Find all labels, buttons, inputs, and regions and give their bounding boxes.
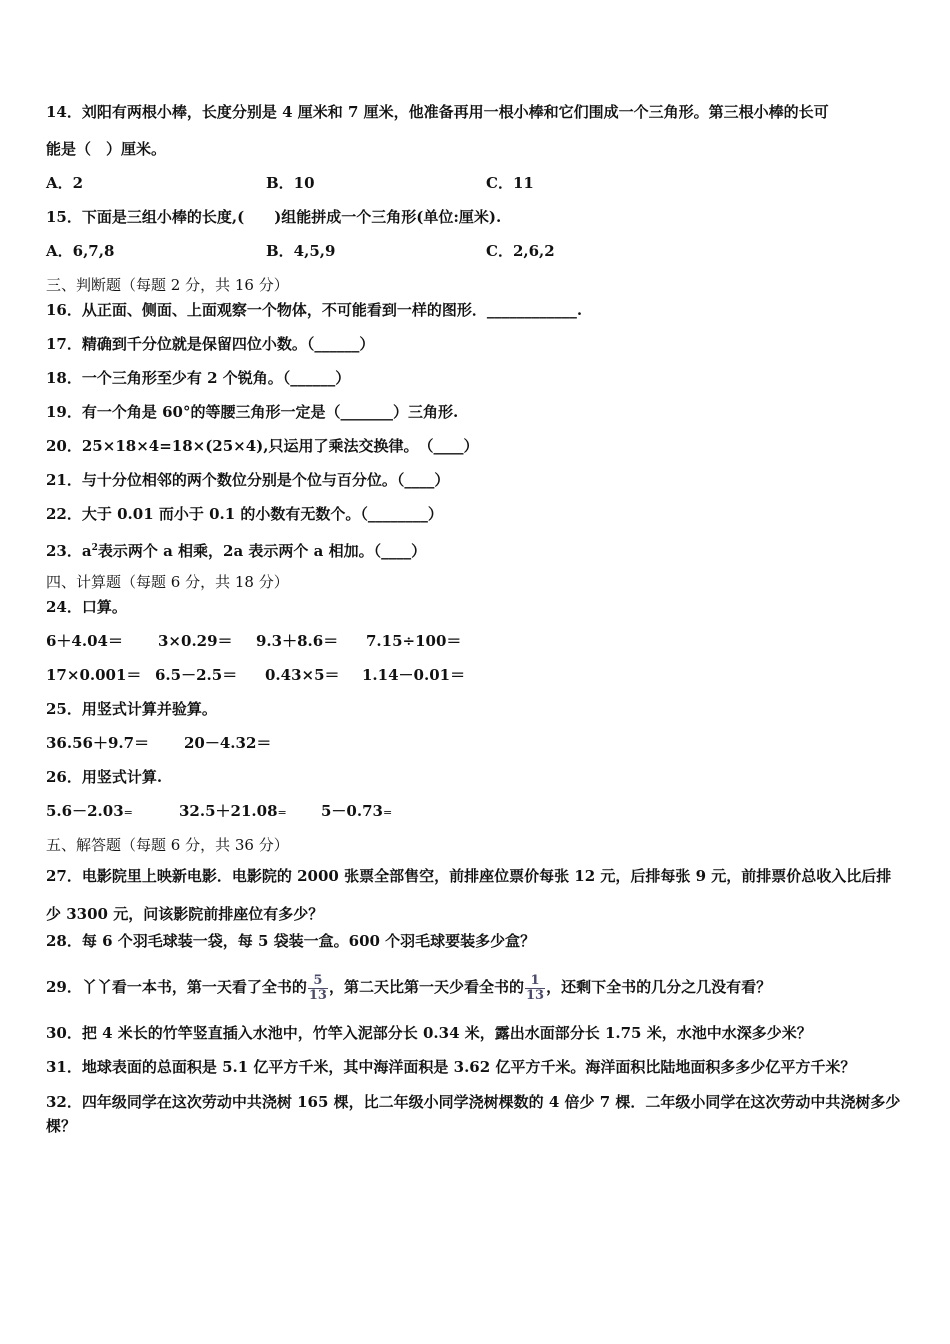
section-5-heading: 五、解答题（每题 6 分，共 36 分） <box>46 836 289 854</box>
q24-item: 9.3＋8.6＝ <box>256 632 339 650</box>
q25-item: 36.56＋9.7＝ <box>46 734 150 752</box>
q24-item: 6＋4.04＝ <box>46 632 123 650</box>
equals-sign: = <box>123 806 133 819</box>
q14-option-c: C．11 <box>486 174 534 192</box>
q23-prefix: 23．a <box>46 542 92 560</box>
q27-text: 27．电影院里上映新电影．电影院的 2000 张票全部售空，前排座位票价每张 12 元，后排每张 9 元，前排票价总收入比后排少 3300 元，问该影院前排座位有多少？ <box>46 867 892 923</box>
q14-text-line2: 能是（ ）厘米。 <box>46 140 167 158</box>
q14-options <box>46 173 916 193</box>
fraction-5-13: $\frac{5}{13}$ <box>308 972 327 1003</box>
q29-part-1: 29．丫丫看一本书，第一天看了全书的 <box>46 978 307 996</box>
q14-text-line1: 14．刘阳有两根小棒，长度分别是 4 厘米和 7 厘米，他准备再用一根小棒和它们围成一个三角形。第三根小棒的长可 <box>46 103 829 121</box>
q24-item: 0.43×5＝ <box>265 666 340 684</box>
q22-text: 22．大于 0.01 而小于 0.1 的小数有无数个。（________） <box>46 505 443 523</box>
q24-item: 7.15÷100＝ <box>366 632 462 650</box>
q24-item: 1.14－0.01＝ <box>362 666 466 684</box>
q26-row <box>46 801 916 823</box>
q31-text: 31．地球表面的总面积是 5.1 亿平方千米，其中海洋面积是 3.62 亿平方千米。海洋面积比陆地面积多多少亿平方千米？ <box>46 1058 856 1076</box>
q25-title: 25．用竖式计算并验算。 <box>46 700 217 718</box>
q26-title: 26．用竖式计算. <box>46 768 163 786</box>
q18-text: 18．一个三角形至少有 2 个锐角。（______） <box>46 369 351 387</box>
q15-text: 15．下面是三组小棒的长度,( )组能拼成一个三角形(单位:厘米). <box>46 208 502 226</box>
q25-row <box>46 733 916 753</box>
q26-item: 5－0.73= <box>321 801 392 823</box>
q15-option-c: C．2,6,2 <box>486 242 555 260</box>
q23-suffix: 表示两个 a 相乘，2a 表示两个 a 相加。（____） <box>97 542 427 560</box>
q16-text: 16．从正面、侧面、上面观察一个物体，不可能看到一样的图形．____________. <box>46 301 583 319</box>
q32-text: 32．四年级同学在这次劳动中共浇树 165 棵，比二年级小同学浇树棵数的 4 倍少 7 棵．二年级小同学在这次劳动中共浇树多少棵？ <box>46 1093 901 1135</box>
q15-option-a: A．6,7,8 <box>46 242 115 260</box>
q15-option-b: B．4,5,9 <box>266 242 336 260</box>
q24-item: 3×0.29＝ <box>158 632 233 650</box>
q28-text: 28．每 6 个羽毛球装一袋，每 5 袋装一盒。600 个羽毛球要装多少盒？ <box>46 932 536 950</box>
q23-exponent: 2 <box>91 543 98 553</box>
fraction-1-13: $\frac{1}{13}$ <box>526 972 545 1003</box>
q29-part-3: ，还剩下全书的几分之几没有看？ <box>546 978 772 996</box>
equals-sign: = <box>277 806 287 819</box>
q24-row-1 <box>46 631 916 651</box>
q20-text: 20．25×18×4=18×(25×4),只运用了乘法交换律。 （____） <box>46 437 479 455</box>
q29-part-2: ，第二天比第一天少看全书的 <box>328 978 524 996</box>
q14-option-a: A．2 <box>46 174 84 192</box>
q23-text <box>46 538 916 561</box>
q25-item: 20－4.32＝ <box>184 734 272 752</box>
q24-row-2 <box>46 665 916 685</box>
q21-text: 21．与十分位相邻的两个数位分别是个位与百分位。（____） <box>46 471 450 489</box>
q26-item: 5.6－2.03= <box>46 801 179 823</box>
q14-option-b: B．10 <box>266 174 315 192</box>
section-4-heading: 四、计算题（每题 6 分，共 18 分） <box>46 573 289 591</box>
section-3-heading: 三、判断题（每题 2 分，共 16 分） <box>46 276 289 294</box>
q29-text <box>46 960 916 1014</box>
q15-options <box>46 241 916 261</box>
q24-title: 24．口算。 <box>46 598 127 616</box>
q30-text: 30．把 4 米长的竹竿竖直插入水池中，竹竿入泥部分长 0.34 米，露出水面部分长 1.75 米，水池中水深多少米？ <box>46 1024 812 1042</box>
q24-item: 6.5－2.5＝ <box>155 666 238 684</box>
equals-sign: = <box>382 806 393 819</box>
q26-item: 32.5＋21.08= <box>179 801 321 823</box>
q24-item: 17×0.001＝ <box>46 666 142 684</box>
q17-text: 17．精确到千分位就是保留四位小数。（______） <box>46 335 375 353</box>
q19-text: 19．有一个角是 60°的等腰三角形一定是（_______）三角形. <box>46 403 459 421</box>
